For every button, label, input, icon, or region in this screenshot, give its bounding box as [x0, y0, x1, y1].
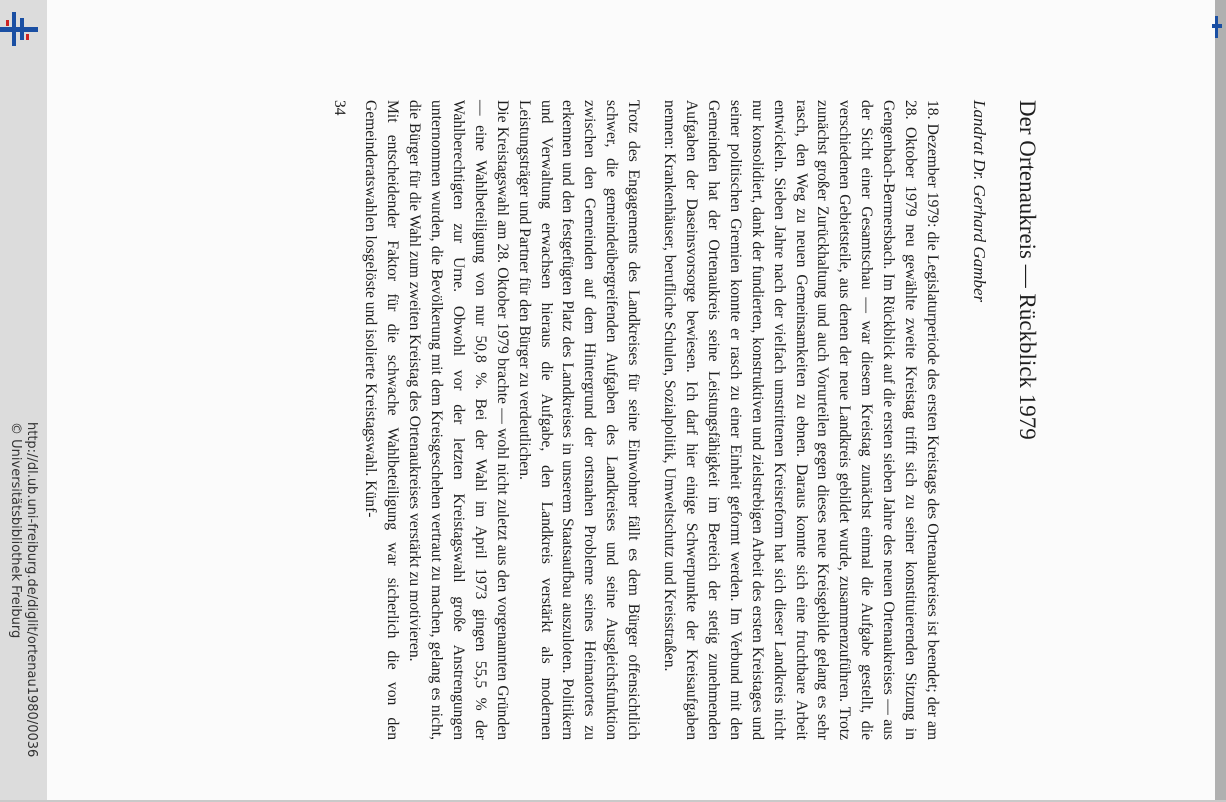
article-paragraph-4: Mit entscheidender Faktor für die schwache Wahlbeteiligung war sicherlich die von den Gemeinderatswahlen losgelöste und isolierte Kreistagswahl. Künf-: [362, 100, 402, 740]
viewer-right-edge: [1215, 0, 1226, 800]
article-paragraph-2: Trotz des Engagements des Landkreises für seine Einwohner fällt es dem Bürger offensichtlich schwer, die gemeindeübergreifenden Aufgaben des Landkreises und seine Ausgleichsfunktion zwischen den Gemeinden auf dem Hintergrund der ortsnahen Probleme seines Heimatortes zu erkennen und den festgefügten Platz des Landkreises in unserem Staatsaufbau auszuloten. Politikern und Verwaltung erwachsen hieraus die Aufgabe, den Landkreis verstärkt als modernen Leistungsträger und Partner für den Bürger zu verdeutlichen.: [515, 100, 643, 740]
article-title: Der Ortenaukreis — Rückblick 1979: [1015, 100, 1040, 440]
article-paragraph-1: 18. Dezember 1979: die Legislaturperiode des ersten Kreistags des Ortenaukreises ist beendet; der am 28. Oktober 1979 neu gewählte zweite Kreistag trifft sich zu seiner konstituierenden Sitzung in Gengenbach-Bermersbach. Im Rückblick auf die ersten sieben Jahre des neuen Ortenaukreises — aus der Sicht einer Gesamtschau — war diesem Kreistag zunächst einmal die Aufgabe gestellt, die verschiedenen Gebietsteile, aus denen der neue Landkreis gebildet wurde, zusammenzuführen. Trotz zunächst großer Zurückhaltung und auch Vorurteilen gegen dieses neue Kreisgebilde gelang es sehr rasch, den Weg zu neuen Gemeinsamkeiten zu ebnen. Daraus konnte sich eine fruchtbare Arbeit entwickeln. Sieben Jahre nach der vielfach umstrittenen Kreisreform hat sich dieser Landkreis nicht nur konsolidiert, dank der fundierten, konstruktiven und zielstrebigen Arbeit des ersten Kreistages und seiner politischen Gremien konnte er rasch zu einer Einheit geformt werden. Im Verbund mit den Gemeinden hat der Ortenaukreis seine Leistungsfähigkeit im Bereich der stetig zunehmenden Aufgaben der Daseinsvorsorge bewiesen. Ich darf hier einige Schwerpunkte der Kreisaufgaben nennen: Krankenhäuser, berufliche Schulen, Sozialpolitik, Umweltschutz und Kreisstraßen.: [661, 100, 941, 740]
page-number: 34: [331, 100, 349, 116]
page-corner-marker-icon: [1212, 16, 1222, 40]
library-logo-icon: [0, 8, 40, 48]
copyright-notice: © Universitätsbibliothek Freiburg: [8, 422, 23, 639]
source-url: http://dl.ub.uni-freiburg.de/diglit/ortenau1980/0036: [24, 422, 39, 758]
article-author: Landrat Dr. Gerhard Gamber: [970, 100, 989, 303]
article-paragraph-3: Die Kreistagswahl am 28. Oktober 1979 brachte — wohl nicht zuletzt aus den vorgenannten Gründen — eine Wahlbeteiligung von nur 50,8 %. Bei der Wahl im April 1973 gingen 55,5 % der Wahlberechtigten zur Urne. Obwohl vor der letzten Kreistagswahl große Anstrengungen unternommen wurden, die Bevölkerung mit dem Kreisgeschehen vertraut zu machen, gelang es nicht, die Bürger für die Wahl zum zweiten Kreistag des Ortenaukreises verstärkt zu motivieren.: [406, 100, 511, 740]
source-watermark: [7, 422, 39, 802]
article-content: [329, 100, 1042, 740]
